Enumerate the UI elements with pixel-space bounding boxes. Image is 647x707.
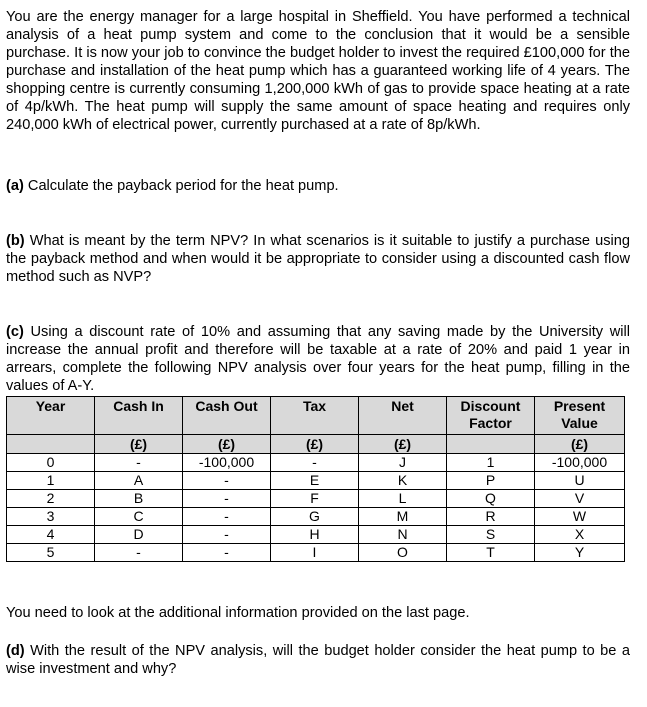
table-cell: C	[95, 508, 183, 526]
additional-info-note: You need to look at the additional information provided on the last page.	[6, 605, 470, 621]
table-cell: 2	[7, 490, 95, 508]
table-cell: I	[271, 544, 359, 562]
unit-cell	[447, 435, 535, 454]
question-a-text: Calculate the payback period for the heat pump.	[23, 178, 339, 194]
header-year: Year	[7, 397, 95, 435]
question-c-text: Using a discount rate of 10% and assuming that any saving made by the University will increase the annual profit and therefore will be taxable at a rate of 20% and paid 1 year in arrears, complete the following NPV analysis over four years for the heat pump, filling in the values of A-Y.	[6, 324, 630, 394]
unit-cell: (£)	[535, 435, 625, 454]
question-c-label: (c)	[6, 324, 24, 340]
table-cell: -	[183, 490, 271, 508]
table-cell: M	[359, 508, 447, 526]
unit-cell: (£)	[95, 435, 183, 454]
table-cell: H	[271, 526, 359, 544]
table-cell: -	[183, 526, 271, 544]
table-cell: X	[535, 526, 625, 544]
header-tax: Tax	[271, 397, 359, 435]
table-cell: -	[95, 544, 183, 562]
npv-table	[6, 396, 625, 562]
table-cell: 1	[447, 454, 535, 472]
table-cell: 5	[7, 544, 95, 562]
table-row	[7, 490, 625, 508]
question-a-label: (a)	[6, 178, 24, 194]
table-cell: 3	[7, 508, 95, 526]
table-cell: L	[359, 490, 447, 508]
table-row	[7, 508, 625, 526]
table-row	[7, 454, 625, 472]
unit-cell: (£)	[271, 435, 359, 454]
table-row	[7, 526, 625, 544]
table-cell: -	[183, 472, 271, 490]
table-cell: N	[359, 526, 447, 544]
table-cell: 0	[7, 454, 95, 472]
header-present-value: Present Value	[535, 397, 625, 435]
table-cell: 4	[7, 526, 95, 544]
table-cell: A	[95, 472, 183, 490]
table-cell: S	[447, 526, 535, 544]
table-cell: J	[359, 454, 447, 472]
header-net: Net	[359, 397, 447, 435]
table-cell: 1	[7, 472, 95, 490]
question-b-label: (b)	[6, 233, 25, 249]
table-cell: B	[95, 490, 183, 508]
table-cell: -	[183, 508, 271, 526]
table-cell: D	[95, 526, 183, 544]
table-cell: W	[535, 508, 625, 526]
table-cell: T	[447, 544, 535, 562]
table-row	[7, 472, 625, 490]
npv-header-row	[7, 397, 625, 435]
table-cell: U	[535, 472, 625, 490]
question-d	[6, 642, 630, 678]
unit-cell: (£)	[359, 435, 447, 454]
table-cell: F	[271, 490, 359, 508]
units-row	[7, 435, 625, 454]
question-d-label: (d)	[6, 643, 25, 659]
header-cash-in: Cash In	[95, 397, 183, 435]
unit-cell	[7, 435, 95, 454]
unit-cell: (£)	[183, 435, 271, 454]
header-cash-out: Cash Out	[183, 397, 271, 435]
table-cell: -	[95, 454, 183, 472]
table-cell: -	[183, 544, 271, 562]
table-cell: K	[359, 472, 447, 490]
question-c	[6, 323, 630, 395]
table-cell: Y	[535, 544, 625, 562]
table-cell: -100,000	[535, 454, 625, 472]
header-discount-factor: Discount Factor	[447, 397, 535, 435]
table-cell: V	[535, 490, 625, 508]
table-cell: -100,000	[183, 454, 271, 472]
question-a	[6, 177, 630, 195]
table-cell: G	[271, 508, 359, 526]
table-cell: O	[359, 544, 447, 562]
intro-paragraph: You are the energy manager for a large hospital in Sheffield. You have performed a technical analysis of a heat pump system and come to the conclusion that it would be a sensible purchase. It is now your job to convince the budget holder to invest the required £100,000 for the purchase and installation of the heat pump which has a guaranteed working life of 4 years. The shopping centre is currently consuming 1,200,000 kWh of gas to provide space heating at a rate of 4p/kWh. The heat pump will supply the same amount of space heating and requires only 240,000 kWh of electrical power, currently purchased at a rate of 8p/kWh.	[6, 9, 630, 133]
question-b	[6, 232, 630, 286]
table-cell: Q	[447, 490, 535, 508]
table-row	[7, 544, 625, 562]
question-b-text: What is meant by the term NPV? In what scenarios is it suitable to justify a purchase using the payback method and when would it be appropriate to consider using a discounted cash flow method such as NVP?	[6, 233, 630, 285]
table-cell: P	[447, 472, 535, 490]
table-cell: R	[447, 508, 535, 526]
question-d-text: With the result of the NPV analysis, will the budget holder consider the heat pump to be a wise investment and why?	[6, 643, 630, 677]
table-cell: -	[271, 454, 359, 472]
table-cell: E	[271, 472, 359, 490]
